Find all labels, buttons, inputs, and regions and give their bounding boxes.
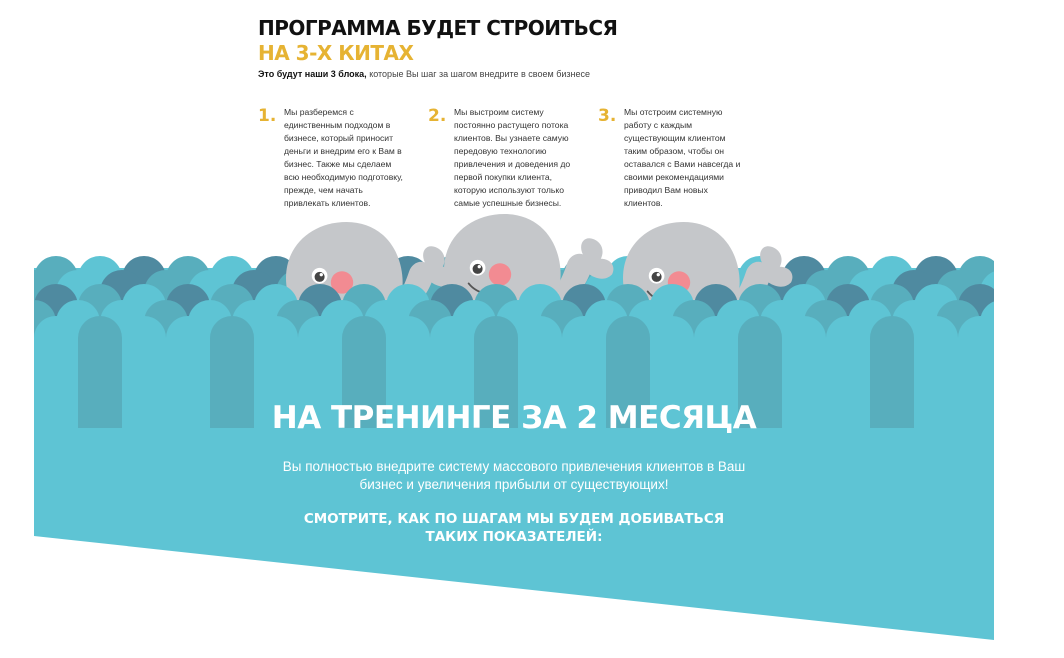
wave-scale [0, 284, 34, 396]
step-number: 1. [258, 106, 277, 126]
page-title-accent: НА 3-Х КИТАХ [258, 41, 414, 65]
step-text: Мы разберемся с единственным подходом в бизнесе, который приносит деньги и внедрим его к Вам в бизнес. Также мы сделаем всю необходимую подготовку, прежде, чем начать привлекать клиентов. [284, 107, 403, 208]
wave-scale [0, 256, 34, 368]
step-number: 3. [598, 106, 617, 126]
step-number: 2. [428, 106, 447, 126]
training-title: НА ТРЕНИНГЕ ЗА 2 МЕСЯЦА [271, 400, 757, 436]
subtitle-bold: Это будут наши 3 блока, [258, 69, 367, 79]
training-cta: СМОТРИТЕ, КАК ПО ШАГАМ МЫ БУДЕМ ДОБИВАТЬСЯ ТАКИХ ПОКАЗАТЕЛЕЙ: [303, 511, 725, 545]
subtitle-rest: которые Вы шаг за шагом внедрите в своем бизнесе [366, 69, 590, 79]
step-text: Мы отстроим системную работу с каждым существующим клиентом таким образом, чтобы он оставался с Вами навсегда и своими рекомендациями приводил Вам новых клиентов. [624, 107, 741, 208]
training-description: Вы полностью внедрите систему массового привлечения клиентов в Ваш бизнес и увеличения прибыли от существующих! [282, 459, 746, 492]
step-text: Мы выстроим систему постоянно растущего потока клиентов. Вы узнаете самую передовую технологию привлечения и доведения до первой покупки клиента, которую используют только самые успешные бизнесы. [454, 107, 571, 208]
page-title: ПРОГРАММА БУДЕТ СТРОИТЬСЯ [258, 16, 618, 40]
